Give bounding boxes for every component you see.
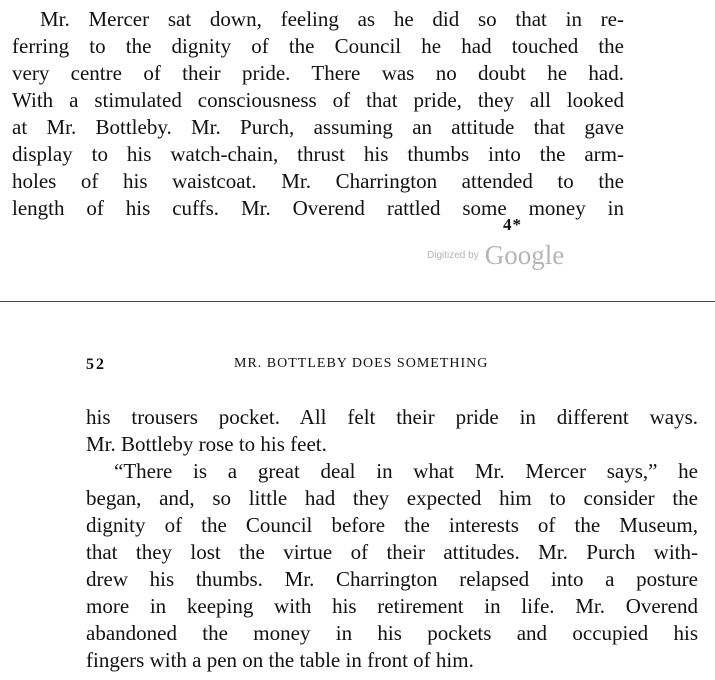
paragraph-line: abandoned the money in his pockets and occupied his [86, 621, 698, 645]
paragraph-line: very centre of their pride. There was no doubt he had. [12, 61, 624, 85]
paragraph-line: “There is a great deal in what Mr. Mercer says,” he [114, 459, 698, 483]
page-divider [0, 301, 715, 302]
paragraph-line: length of his cuffs. Mr. Overend rattled some money in [12, 196, 624, 220]
paragraph-line: dignity of the Council before the interests of the Museum, [86, 513, 698, 537]
paragraph-line: Mr. Mercer sat down, feeling as he did so that in re- [40, 7, 624, 31]
running-head: MR. BOTTLEBY DOES SOMETHING [234, 356, 489, 371]
paragraph-line: With a stimulated consciousness of that pride, they all looked [12, 88, 624, 112]
paragraph-line: ferring to the dignity of the Council he had touched the [12, 34, 624, 58]
paragraph-line: fingers with a pen on the table in front of him. [86, 648, 474, 672]
paragraph-line: more in keeping with his retirement in life. Mr. Overend [86, 594, 698, 618]
google-logo: Google [484, 240, 565, 270]
paragraph-line: drew his thumbs. Mr. Charrington relapsed into a posture [86, 567, 698, 591]
paragraph-line: Mr. Bottleby rose to his feet. [86, 432, 327, 456]
paragraph-line: began, and, so little had they expected him to consider the [86, 486, 698, 510]
digitized-prefix: Digitized by [427, 250, 479, 261]
page-number: 52 [86, 356, 106, 373]
paragraph-line: that they lost the virtue of their attitudes. Mr. Purch with- [86, 540, 698, 564]
digitized-watermark [427, 240, 564, 271]
paragraph-line: holes of his waistcoat. Mr. Charrington attended to the [12, 169, 624, 193]
signature-mark: 4* [503, 215, 522, 234]
paragraph-line: at Mr. Bottleby. Mr. Purch, assuming an attitude that gave [12, 115, 624, 139]
paragraph-line: display to his watch-chain, thrust his thumbs into the arm- [12, 142, 624, 166]
paragraph-line: his trousers pocket. All felt their pride in different ways. [86, 405, 698, 429]
